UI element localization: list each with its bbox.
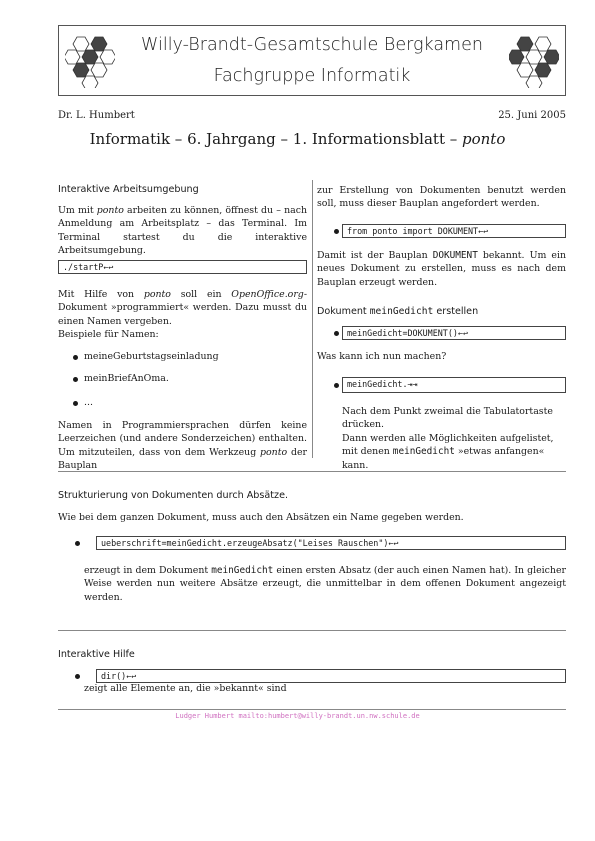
document-title (0, 130, 595, 148)
code-startp: ./startP←↩ (58, 260, 307, 274)
section-heading-dokument-erstellen: Dokument meinGedicht erstellen (317, 306, 479, 317)
code-erzeuge-absatz: ueberschrift=meinGedicht.erzeugeAbsatz("Leises Rauschen")←↩ (96, 536, 566, 550)
bullet-icon (75, 674, 80, 679)
bullet-icon (73, 355, 78, 360)
code-dokument-erzeugen: meinGedicht=DOKUMENT()←↩ (342, 326, 566, 340)
bullet-icon (334, 229, 339, 234)
date: 25. Juni 2005 (498, 110, 566, 121)
example-item: ... (84, 397, 93, 408)
paragraph-dokument: Damit ist der Bauplan DOKUMENT bekannt. Um ein neues Dokument zu erstellen, muss es nach dem Bauplan erzeugt werden. (317, 250, 566, 288)
divider-2 (58, 630, 566, 631)
intro-paragraph: Um mit ponto arbeiten zu können, öffnest du – nach Anmeldung am Arbeitsplatz – das Terminal. Im Terminal startest du die interaktive Arbeitsumgebung. (58, 205, 307, 257)
header-box (58, 25, 566, 96)
code-import: from ponto import DOKUMENT←↩ (342, 224, 566, 238)
hilfe-text: zeigt alle Elemente an, die »bekannt« sind (84, 683, 287, 694)
divider-1 (58, 471, 566, 472)
note-moeglichkeiten: Dann werden alle Möglichkeiten aufgelistet, mit denen meinGedicht »etwas anfangen« kann. (342, 433, 554, 471)
school-name: Willy-Brandt-Gesamtschule Bergkamen (141, 35, 483, 55)
title-text: Informatik – 6. Jahrgang – 1. Informationsblatt – (89, 130, 463, 148)
bullet-icon (73, 377, 78, 382)
hexagon-logo-right (509, 36, 559, 88)
code-tab-completion: meinGedicht.⇥⇥ (342, 377, 566, 393)
example-item: meineGeburtstagseinladung (84, 351, 219, 362)
title-emphasis: ponto (462, 130, 506, 148)
section-heading-hilfe: Interaktive Hilfe (58, 649, 135, 660)
bullet-icon (334, 331, 339, 336)
bullet-icon (334, 383, 339, 388)
department-name: Fachgruppe Informatik (213, 66, 411, 86)
examples-label: Beispiele für Namen: (58, 329, 159, 340)
paragraph-absatz: erzeugt in dem Dokument meinGedicht einen ersten Absatz (der auch einen Namen hat). In gleicher Weise werden nun weitere Absätze erzeugt, die unmittelbar in dem offenen Dokument angezeigt werden. (84, 565, 567, 603)
footer-rule (58, 709, 566, 710)
code-dir: dir()←↩ (96, 669, 566, 683)
footer-mail-link[interactable]: Ludger Humbert mailto:humbert@willy-brandt.un.nw.schule.de (175, 712, 420, 720)
section-heading-arbeitsumgebung: Interaktive Arbeitsumgebung (58, 184, 199, 195)
intro-absaetze: Wie bei dem ganzen Dokument, muss auch den Absätzen ein Name gegeben werden. (58, 512, 464, 523)
paragraph-openoffice: Mit Hilfe von ponto soll ein OpenOffice.org-Dokument »programmiert« werden. Dazu musst du einen Namen vergeben. (58, 289, 307, 327)
bullet-icon (73, 401, 78, 406)
author: Dr. L. Humbert (58, 110, 135, 121)
paragraph-bauplan: zur Erstellung von Dokumenten benutzt werden soll, muss dieser Bauplan angefordert werden. (317, 185, 566, 210)
note-tabulator: Nach dem Punkt zweimal die Tabulatortaste drücken. (342, 406, 553, 431)
example-item: meinBriefAnOma. (84, 373, 169, 384)
column-divider (312, 180, 313, 458)
question-text: Was kann ich nun machen? (317, 351, 447, 362)
bullet-icon (75, 541, 80, 546)
section-heading-absaetze: Strukturierung von Dokumenten durch Absätze. (58, 490, 289, 501)
paragraph-namen: Namen in Programmiersprachen dürfen keine Leerzeichen (und andere Sonderzeichen) enthalten. Um mitzuteilen, dass von dem Werkzeug ponto der Bauplan (58, 420, 308, 472)
